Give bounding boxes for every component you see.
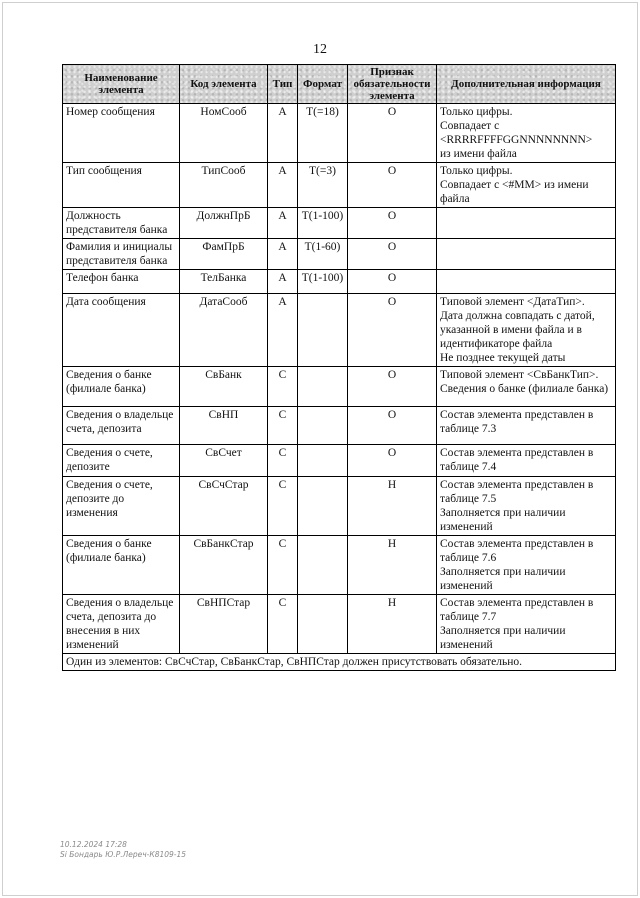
required-flag-cell: О xyxy=(348,294,437,367)
element-name-cell: Сведения о счете, депозите до изменения xyxy=(63,477,180,536)
header-element-code: Код элемента xyxy=(180,65,268,104)
element-code-cell: ДатаСооб xyxy=(180,294,268,367)
element-format-cell: Т(1-100) xyxy=(298,208,348,239)
additional-info-cell: Только цифры. Совпадает с <RRRRFFFFGGNNNNNNNN> из имени файла xyxy=(437,104,616,163)
element-code-cell: СвСчСтар xyxy=(180,477,268,536)
element-name-cell: Тип сообщения xyxy=(63,163,180,208)
header-type: Тип xyxy=(268,65,298,104)
print-timestamp: 10.12.2024 17:28 xyxy=(60,840,127,849)
table-row xyxy=(63,294,616,367)
element-name-cell: Телефон банка xyxy=(63,270,180,294)
table-header-row xyxy=(63,65,616,104)
required-flag-cell: Н xyxy=(348,536,437,595)
required-flag-cell: О xyxy=(348,270,437,294)
element-name-cell: Дата сообщения xyxy=(63,294,180,367)
element-type-cell: С xyxy=(268,536,298,595)
required-flag-cell: Н xyxy=(348,595,437,654)
table-footnote-row xyxy=(63,654,616,671)
print-metadata xyxy=(60,840,186,860)
element-format-cell: Т(=3) xyxy=(298,163,348,208)
table-row xyxy=(63,536,616,595)
table-row xyxy=(63,208,616,239)
additional-info-cell xyxy=(437,239,616,270)
required-flag-cell: О xyxy=(348,163,437,208)
table-row xyxy=(63,407,616,445)
additional-info-cell: Состав элемента представлен в таблице 7.5 Заполняется при наличии изменений xyxy=(437,477,616,536)
element-type-cell: С xyxy=(268,595,298,654)
additional-info-cell: Типовой элемент <ДатаТип>. Дата должна совпадать с датой, указанной в имени файла и в идентификаторе файла Не позднее текущей даты xyxy=(437,294,616,367)
element-format-cell xyxy=(298,445,348,477)
table-row xyxy=(63,163,616,208)
header-format: Формат xyxy=(298,65,348,104)
element-format-cell: Т(1-60) xyxy=(298,239,348,270)
required-flag-cell: О xyxy=(348,104,437,163)
page-number: 12 xyxy=(313,42,327,57)
element-name-cell: Сведения о банке (филиале банка) xyxy=(63,536,180,595)
table-row xyxy=(63,445,616,477)
element-name-cell: Должность представителя банка xyxy=(63,208,180,239)
element-code-cell: СвСчет xyxy=(180,445,268,477)
element-type-cell: А xyxy=(268,270,298,294)
element-format-cell xyxy=(298,294,348,367)
required-flag-cell: Н xyxy=(348,477,437,536)
required-flag-cell: О xyxy=(348,367,437,407)
table-row xyxy=(63,104,616,163)
element-type-cell: А xyxy=(268,208,298,239)
element-spec-table xyxy=(62,64,616,671)
table-row xyxy=(63,367,616,407)
required-flag-cell: О xyxy=(348,239,437,270)
additional-info-cell: Типовой элемент <СвБанкТип>. Сведения о банке (филиале банка) xyxy=(437,367,616,407)
element-code-cell: НомСооб xyxy=(180,104,268,163)
required-flag-cell: О xyxy=(348,445,437,477)
element-type-cell: С xyxy=(268,445,298,477)
element-type-cell: С xyxy=(268,477,298,536)
element-format-cell: Т(1-100) xyxy=(298,270,348,294)
element-format-cell xyxy=(298,536,348,595)
element-format-cell: Т(=18) xyxy=(298,104,348,163)
table-row xyxy=(63,595,616,654)
additional-info-cell: Состав элемента представлен в таблице 7.4 xyxy=(437,445,616,477)
element-name-cell: Номер сообщения xyxy=(63,104,180,163)
additional-info-cell xyxy=(437,270,616,294)
additional-info-cell: Только цифры. Совпадает с <#MM> из имени файла xyxy=(437,163,616,208)
element-code-cell: ФамПрБ xyxy=(180,239,268,270)
additional-info-cell: Состав элемента представлен в таблице 7.3 xyxy=(437,407,616,445)
header-required-flag: Признак обязательности элемента xyxy=(348,65,437,104)
element-code-cell: СвНПСтар xyxy=(180,595,268,654)
element-type-cell: А xyxy=(268,163,298,208)
element-code-cell: СвНП xyxy=(180,407,268,445)
element-name-cell: Фамилия и инициалы представителя банка xyxy=(63,239,180,270)
element-name-cell: Сведения о владельце счета, депозита xyxy=(63,407,180,445)
element-name-cell: Сведения о банке (филиале банка) xyxy=(63,367,180,407)
element-name-cell: Сведения о счете, депозите xyxy=(63,445,180,477)
additional-info-cell: Состав элемента представлен в таблице 7.7 Заполняется при наличии изменений xyxy=(437,595,616,654)
element-code-cell: ДолжнПрБ xyxy=(180,208,268,239)
table-row xyxy=(63,239,616,270)
header-additional-info: Дополнительная информация xyxy=(437,65,616,104)
table-body xyxy=(63,104,616,671)
element-name-cell: Сведения о владельце счета, депозита до внесения в них изменений xyxy=(63,595,180,654)
element-code-cell: СвБанкСтар xyxy=(180,536,268,595)
additional-info-cell: Состав элемента представлен в таблице 7.6 Заполняется при наличии изменений xyxy=(437,536,616,595)
signature-stamp: Si Бондарь Ю.Р.Лереч-К8109-15 xyxy=(60,850,187,859)
element-format-cell xyxy=(298,367,348,407)
element-type-cell: С xyxy=(268,407,298,445)
table-row xyxy=(63,477,616,536)
header-element-name: Наименование элемента xyxy=(63,65,180,104)
element-type-cell: А xyxy=(268,104,298,163)
element-type-cell: А xyxy=(268,239,298,270)
required-flag-cell: О xyxy=(348,407,437,445)
additional-info-cell xyxy=(437,208,616,239)
required-flag-cell: О xyxy=(348,208,437,239)
table-row xyxy=(63,270,616,294)
element-code-cell: ТелБанка xyxy=(180,270,268,294)
table-footnote: Один из элементов: СвСчСтар, СвБанкСтар, СвНПСтар должен присутствовать обязательно. xyxy=(63,654,616,671)
element-format-cell xyxy=(298,407,348,445)
element-code-cell: СвБанк xyxy=(180,367,268,407)
element-type-cell: С xyxy=(268,367,298,407)
element-type-cell: А xyxy=(268,294,298,367)
element-format-cell xyxy=(298,477,348,536)
element-format-cell xyxy=(298,595,348,654)
element-code-cell: ТипСооб xyxy=(180,163,268,208)
